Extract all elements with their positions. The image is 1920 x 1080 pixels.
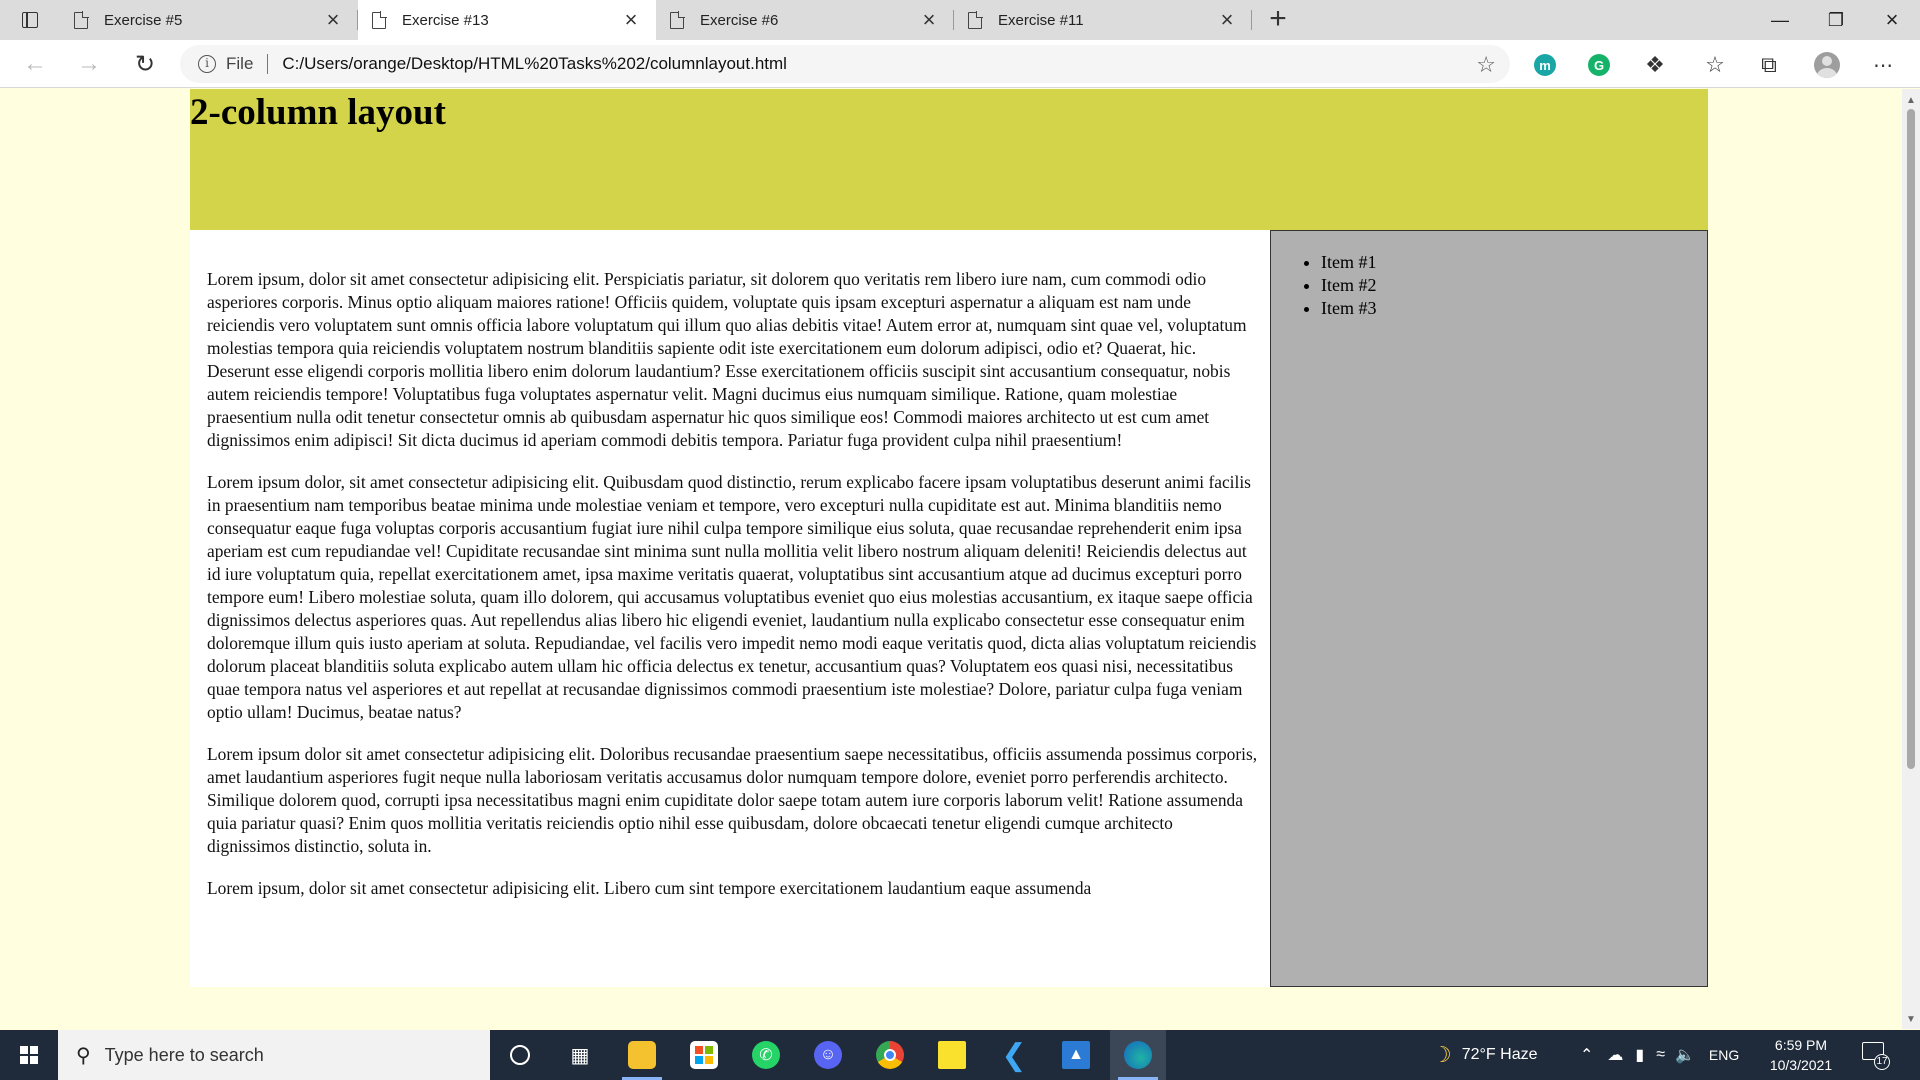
language-indicator[interactable]: ENG [1708, 1047, 1740, 1063]
collections-button[interactable] [1754, 50, 1784, 80]
restore-button[interactable]: ❐ [1827, 9, 1845, 30]
list-item: • Item #1 [1321, 251, 1707, 274]
close-window-button[interactable]: × [1885, 7, 1899, 32]
url-text[interactable]: C:/Users/orange/Desktop/HTML%20Tasks%202/columnlayout.html [282, 54, 787, 73]
close-tab-icon[interactable]: × [1220, 7, 1234, 32]
address-bar[interactable] [180, 45, 1510, 83]
tab-actions-button[interactable] [12, 8, 48, 32]
weather-text: 72°F Haze [1461, 1046, 1538, 1063]
extension-m-button[interactable] [1530, 50, 1560, 80]
favorites-button[interactable] [1700, 50, 1730, 80]
layout-container [190, 89, 1708, 987]
sidebar-list [1291, 251, 1707, 320]
windows-taskbar [0, 1030, 1920, 1080]
main-column [190, 230, 1270, 987]
tab-exercise-13[interactable] [358, 0, 656, 40]
tab-title: Exercise #13 [402, 11, 489, 29]
grammarly-icon: G [1588, 54, 1610, 76]
discord-icon: ☺ [814, 1041, 842, 1069]
vertical-scrollbar[interactable] [1902, 89, 1920, 1029]
discord-button[interactable] [800, 1030, 856, 1080]
photos-icon: ▲ [1062, 1041, 1090, 1069]
puzzle-icon: ❖ [1645, 52, 1665, 77]
refresh-button[interactable]: ↻ [134, 50, 156, 78]
grammarly-button[interactable] [1584, 50, 1614, 80]
clock-time: 6:59 PM [1774, 1037, 1828, 1053]
chevron-up-icon[interactable]: ⌃ [1580, 1047, 1594, 1064]
tab-title: Exercise #11 [998, 11, 1084, 29]
scroll-up-icon[interactable]: ▲ [1906, 95, 1916, 106]
extensions-button[interactable] [1640, 50, 1670, 80]
close-tab-icon[interactable]: × [624, 7, 638, 32]
edge-button[interactable] [1110, 1030, 1166, 1080]
store-icon [690, 1041, 718, 1069]
notification-center-button[interactable] [1862, 1042, 1890, 1068]
search-icon: ⚲ [76, 1044, 91, 1067]
paragraph: Lorem ipsum dolor sit amet consectetur adipisicing elit. Doloribus recusandae praesentium saepe necessitatibus, officiis assumenda possimus corporis, amet laudantium asperiores fugit neque nulla laboriosam veritatis accusamus dolor numquam tempore dolore, eveniet porro perferendis architecto. Similique dolorem quod, corrupti ipsa necessitatibus magni enim cupiditate dolor saepe totam autem iure corporis laborum velit! Ratione assumenda quia pariatur quasi? Enim quos mollitia veritatis reiciendis optio nihil esse quibusdam, dolore obcaecati tenetur eligendi cumque architecto dignissimos distinctio, soluta in. [207, 744, 1258, 856]
tab-exercise-11[interactable] [954, 0, 1252, 40]
moon-icon: ☽ [1432, 1042, 1452, 1067]
more-icon: ⋯ [1873, 54, 1893, 77]
add-favorite-icon[interactable]: ☆ [1476, 52, 1496, 77]
paragraph: Lorem ipsum dolor, sit amet consectetur adipisicing elit. Quibusdam quod distinctio, rerum explicabo facere ipsam voluptatibus deserunt animi facilis in praesentium nam temporibus beatae minima unde molestiae veniam et tempore, vero excepturi nulla cupiditate est aut. Minima blanditiis nemo consequatur eaque fuga voluptas corporis accusantium fugiat iure nihil culpa tempore similique eius soluta, quae recusandae reprehenderit enim ipsa aperiam est cum repudiandae vel! Cupiditate recusandae sint minima sunt nulla mollitia velit libero nostrum aliquam deleniti! Reiciendis delectus aut id iure voluptatum quia, repellat exercitationem amet, ipsa maxime veritatis quaerat, voluptatibus sint accusantium atque ad ducimus excepturi porro tempore eum! Libero molestiae soluta, quam illo dolorem, qui accusamus voluptatibus eveniet quo eius molestias accusantium, ex itaque saepe officia dignissimos delectus asperiores quas. Aut repellendus alias libero hic eligendi eveniet, laudantium nulla explicabo consectetur esse consequatur enim doloremque illum quis iusto aperiam at soluta. Repudiandae, vel facilis vero impedit nemo modi eaque veritatis quod, dicta alias voluptatum reiciendis dolorum placeat blanditiis soluta explicabo autem ullam hic officia delectus ex tenetur, accusantium quas? Voluptatem eos quasi nisi, necessitatibus quae tempora natus vel asperiores et aut repellat at recusandae dignissimos commodi praesentium iste molestiae? Dolore, pariatur culpa fuga veniam optio ullam! Ducimus, beatae natus? [207, 472, 1257, 722]
forward-button[interactable]: → [77, 50, 101, 77]
paragraph: Lorem ipsum, dolor sit amet consectetur adipisicing elit. Libero cum sint tempore exercitationem laudantium eaque assumenda [207, 878, 1092, 898]
page-title: 2-column layout [190, 92, 446, 133]
battery-icon[interactable]: ▮ [1635, 1047, 1645, 1064]
tab-actions-icon [22, 12, 38, 28]
scroll-down-icon[interactable]: ▼ [1906, 1014, 1916, 1025]
taskbar-search-box[interactable] [58, 1030, 490, 1080]
cloud-icon[interactable]: ☁ [1607, 1047, 1624, 1064]
cortana-button[interactable] [492, 1030, 548, 1080]
page-icon [670, 12, 684, 29]
list-item: • Item #2 [1321, 274, 1707, 297]
notification-count: 17 [1874, 1054, 1890, 1070]
browser-tab-bar [0, 0, 1920, 40]
search-placeholder: Type here to search [104, 1044, 264, 1065]
close-tab-icon[interactable]: × [922, 7, 936, 32]
volume-icon[interactable]: 🔈 [1675, 1047, 1695, 1064]
task-view-icon: ▦ [570, 1044, 590, 1067]
page-icon [74, 12, 88, 29]
favorites-icon: ☆ [1705, 52, 1725, 77]
start-button[interactable] [0, 1030, 58, 1080]
wifi-icon[interactable]: ≈ [1656, 1046, 1665, 1063]
settings-menu-button[interactable] [1868, 50, 1898, 80]
scrollbar-thumb[interactable] [1907, 109, 1915, 769]
sticky-notes-icon [938, 1041, 966, 1069]
clock-date: 10/3/2021 [1769, 1057, 1833, 1073]
tab-exercise-5[interactable] [60, 0, 358, 40]
vscode-button[interactable] [986, 1030, 1042, 1080]
store-button[interactable] [676, 1030, 732, 1080]
file-explorer-button[interactable] [614, 1030, 670, 1080]
tab-exercise-6[interactable] [656, 0, 954, 40]
file-scheme-label: File [226, 54, 254, 73]
vscode-icon: ❮ [1001, 1038, 1027, 1072]
tab-title: Exercise #6 [700, 11, 779, 29]
list-item: • Item #3 [1321, 297, 1707, 320]
paragraph: Lorem ipsum, dolor sit amet consectetur adipisicing elit. Perspiciatis pariatur, sit dolorem quo veritatis rem libero iure nam, cum commodi odio asperiores corporis. Minus optio aliquam maiores ratione! Officiis quidem, voluptate quis ipsam excepturi aspernatur a aliquam est nam unde reiciendis vero voluptatem sunt omnis officia labore voluptatum qui illum quo alias debitis vitae! Autem error at, numquam sint quae vel, voluptatum molestias tempora quia reiciendis voluptatem nostrum blanditiis sapiente odit iste exercitationem eum dolorum adipisci, odio et? Quaerat, hic. Deserunt esse eligendi corporis mollitia libero enim dolorum laudantium? Esse exercitationem officiis suscipit sint accusantium consequatur, nobis autem reiciendis tempore! Voluptatibus fuga voluptates aspernatur velit. Magni ducimus eius numquam similique. Ratione, quam molestiae praesentium nulla odit tenetur consectetur omnis ab quibusdam aspernatur hic quos similique eos! Commodi maiores architecto ut est cum amet dignissimos enim adipisci! Sit dicta ducimus id aperiam commodi debitis tempora. Pariatur fuga provident culpa nihil praesentium! [207, 269, 1247, 450]
whatsapp-icon: ✆ [752, 1041, 780, 1069]
weather-widget[interactable] [1432, 1030, 1538, 1080]
page-icon [968, 12, 982, 29]
windows-logo-icon [20, 1046, 38, 1064]
system-tray[interactable] [1580, 1030, 1739, 1080]
task-view-button[interactable] [552, 1030, 608, 1080]
tab-title: Exercise #5 [104, 11, 183, 29]
page-header [190, 89, 1708, 230]
chrome-icon [876, 1041, 904, 1069]
sidebar-column [1270, 230, 1708, 987]
page-viewport [0, 89, 1902, 987]
collections-icon: ⧉ [1761, 52, 1777, 77]
sticky-notes-button[interactable] [924, 1030, 980, 1080]
info-icon[interactable]: i [198, 55, 216, 73]
whatsapp-button[interactable] [738, 1030, 794, 1080]
taskbar-clock[interactable] [1756, 1035, 1846, 1075]
folder-icon [628, 1041, 656, 1069]
cortana-icon [510, 1045, 530, 1065]
close-tab-icon[interactable]: × [326, 7, 340, 32]
minimize-button[interactable]: — [1771, 9, 1789, 30]
extension-m-icon: m [1534, 54, 1556, 76]
chrome-button[interactable] [862, 1030, 918, 1080]
edge-icon [1124, 1041, 1152, 1069]
profile-button[interactable] [1812, 50, 1842, 80]
new-tab-button[interactable]: + [1269, 2, 1287, 35]
photos-button[interactable] [1048, 1030, 1104, 1080]
avatar [1814, 52, 1840, 78]
browser-toolbar [0, 40, 1920, 88]
back-button[interactable]: ← [23, 50, 47, 77]
page-icon [372, 12, 386, 29]
